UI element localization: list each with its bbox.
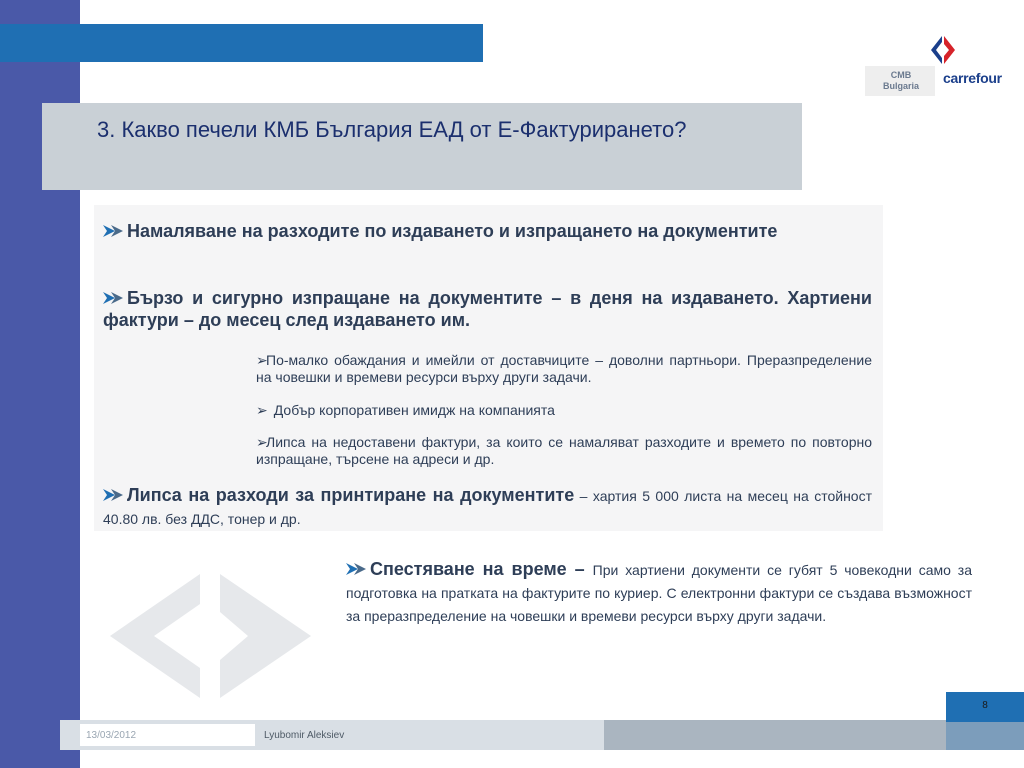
page-number-box	[946, 692, 1024, 722]
arrow-bullet-icon	[103, 488, 123, 502]
cmb-logo-line1: CMB	[890, 70, 912, 80]
page-number: 8	[982, 700, 988, 711]
point-4-bold: Спестяване на време –	[370, 559, 593, 579]
logo-area	[865, 30, 1020, 96]
point-2-text: Бързо и сигурно изпращане на документите – в деня на издаването. Хартиени фактури – до месец след издаването им.	[103, 288, 872, 330]
point-1-text: Намаляване на разходите по издаването и изпращането на документите	[127, 221, 778, 241]
footer-date: 13/03/2012	[86, 730, 137, 741]
point-3	[103, 484, 872, 530]
chevron-right-icon: ➢	[256, 352, 268, 368]
footer-right-segment	[604, 720, 946, 750]
footer-author: Lyubomir Aleksiev	[264, 730, 345, 741]
carrefour-logo-icon	[929, 34, 957, 66]
slide-title: 3. Какво печели КМБ България ЕАД от Е-Фактурирането?	[97, 117, 687, 142]
sub-point-3	[256, 434, 872, 468]
point-4	[346, 558, 972, 627]
cmb-logo-line2: Bulgaria	[882, 81, 919, 91]
chevron-right-icon: ➢	[256, 434, 268, 450]
sub-point-1	[256, 352, 872, 386]
sub-point-2	[256, 402, 872, 419]
carrefour-watermark-icon	[108, 572, 313, 700]
point-4-text: При хартиени документи се губят 5 човекодни само за подготовка на пратката на фактурите по куриер. С електронни фактури се създава възможност за преразпределение на човешки и времеви ресурси върху други задачи.	[346, 562, 972, 624]
arrow-bullet-icon	[103, 224, 123, 238]
point-2	[103, 287, 872, 331]
point-3-text: – хартия 5 000 листа на месец на стойност 40.80 лв. без ДДС, тонер и др.	[103, 488, 873, 527]
point-3-bold: Липса на разходи за принтиране на документите	[127, 485, 575, 505]
footer-blue-segment	[946, 720, 1024, 750]
arrow-bullet-icon	[103, 291, 123, 305]
sub-point-1-text: По-малко обаждания и имейли от доставчиците – доволни партньори. Преразпределение на човешки и времеви ресурси върху други задачи.	[256, 352, 872, 385]
top-accent-band	[0, 24, 483, 62]
cmb-logo-text	[873, 70, 929, 92]
point-1	[103, 220, 872, 242]
sub-point-2-text: Добър корпоративен имидж на компанията	[273, 402, 555, 418]
sub-point-3-text: Липса на недоставени фактури, за които се намаляват разходите и времето по повторно изпращане, търсене на адреси и др.	[256, 434, 872, 467]
chevron-right-icon: ➢	[256, 402, 268, 418]
arrow-bullet-icon	[346, 562, 366, 576]
carrefour-wordmark: carrefour	[943, 70, 1002, 86]
